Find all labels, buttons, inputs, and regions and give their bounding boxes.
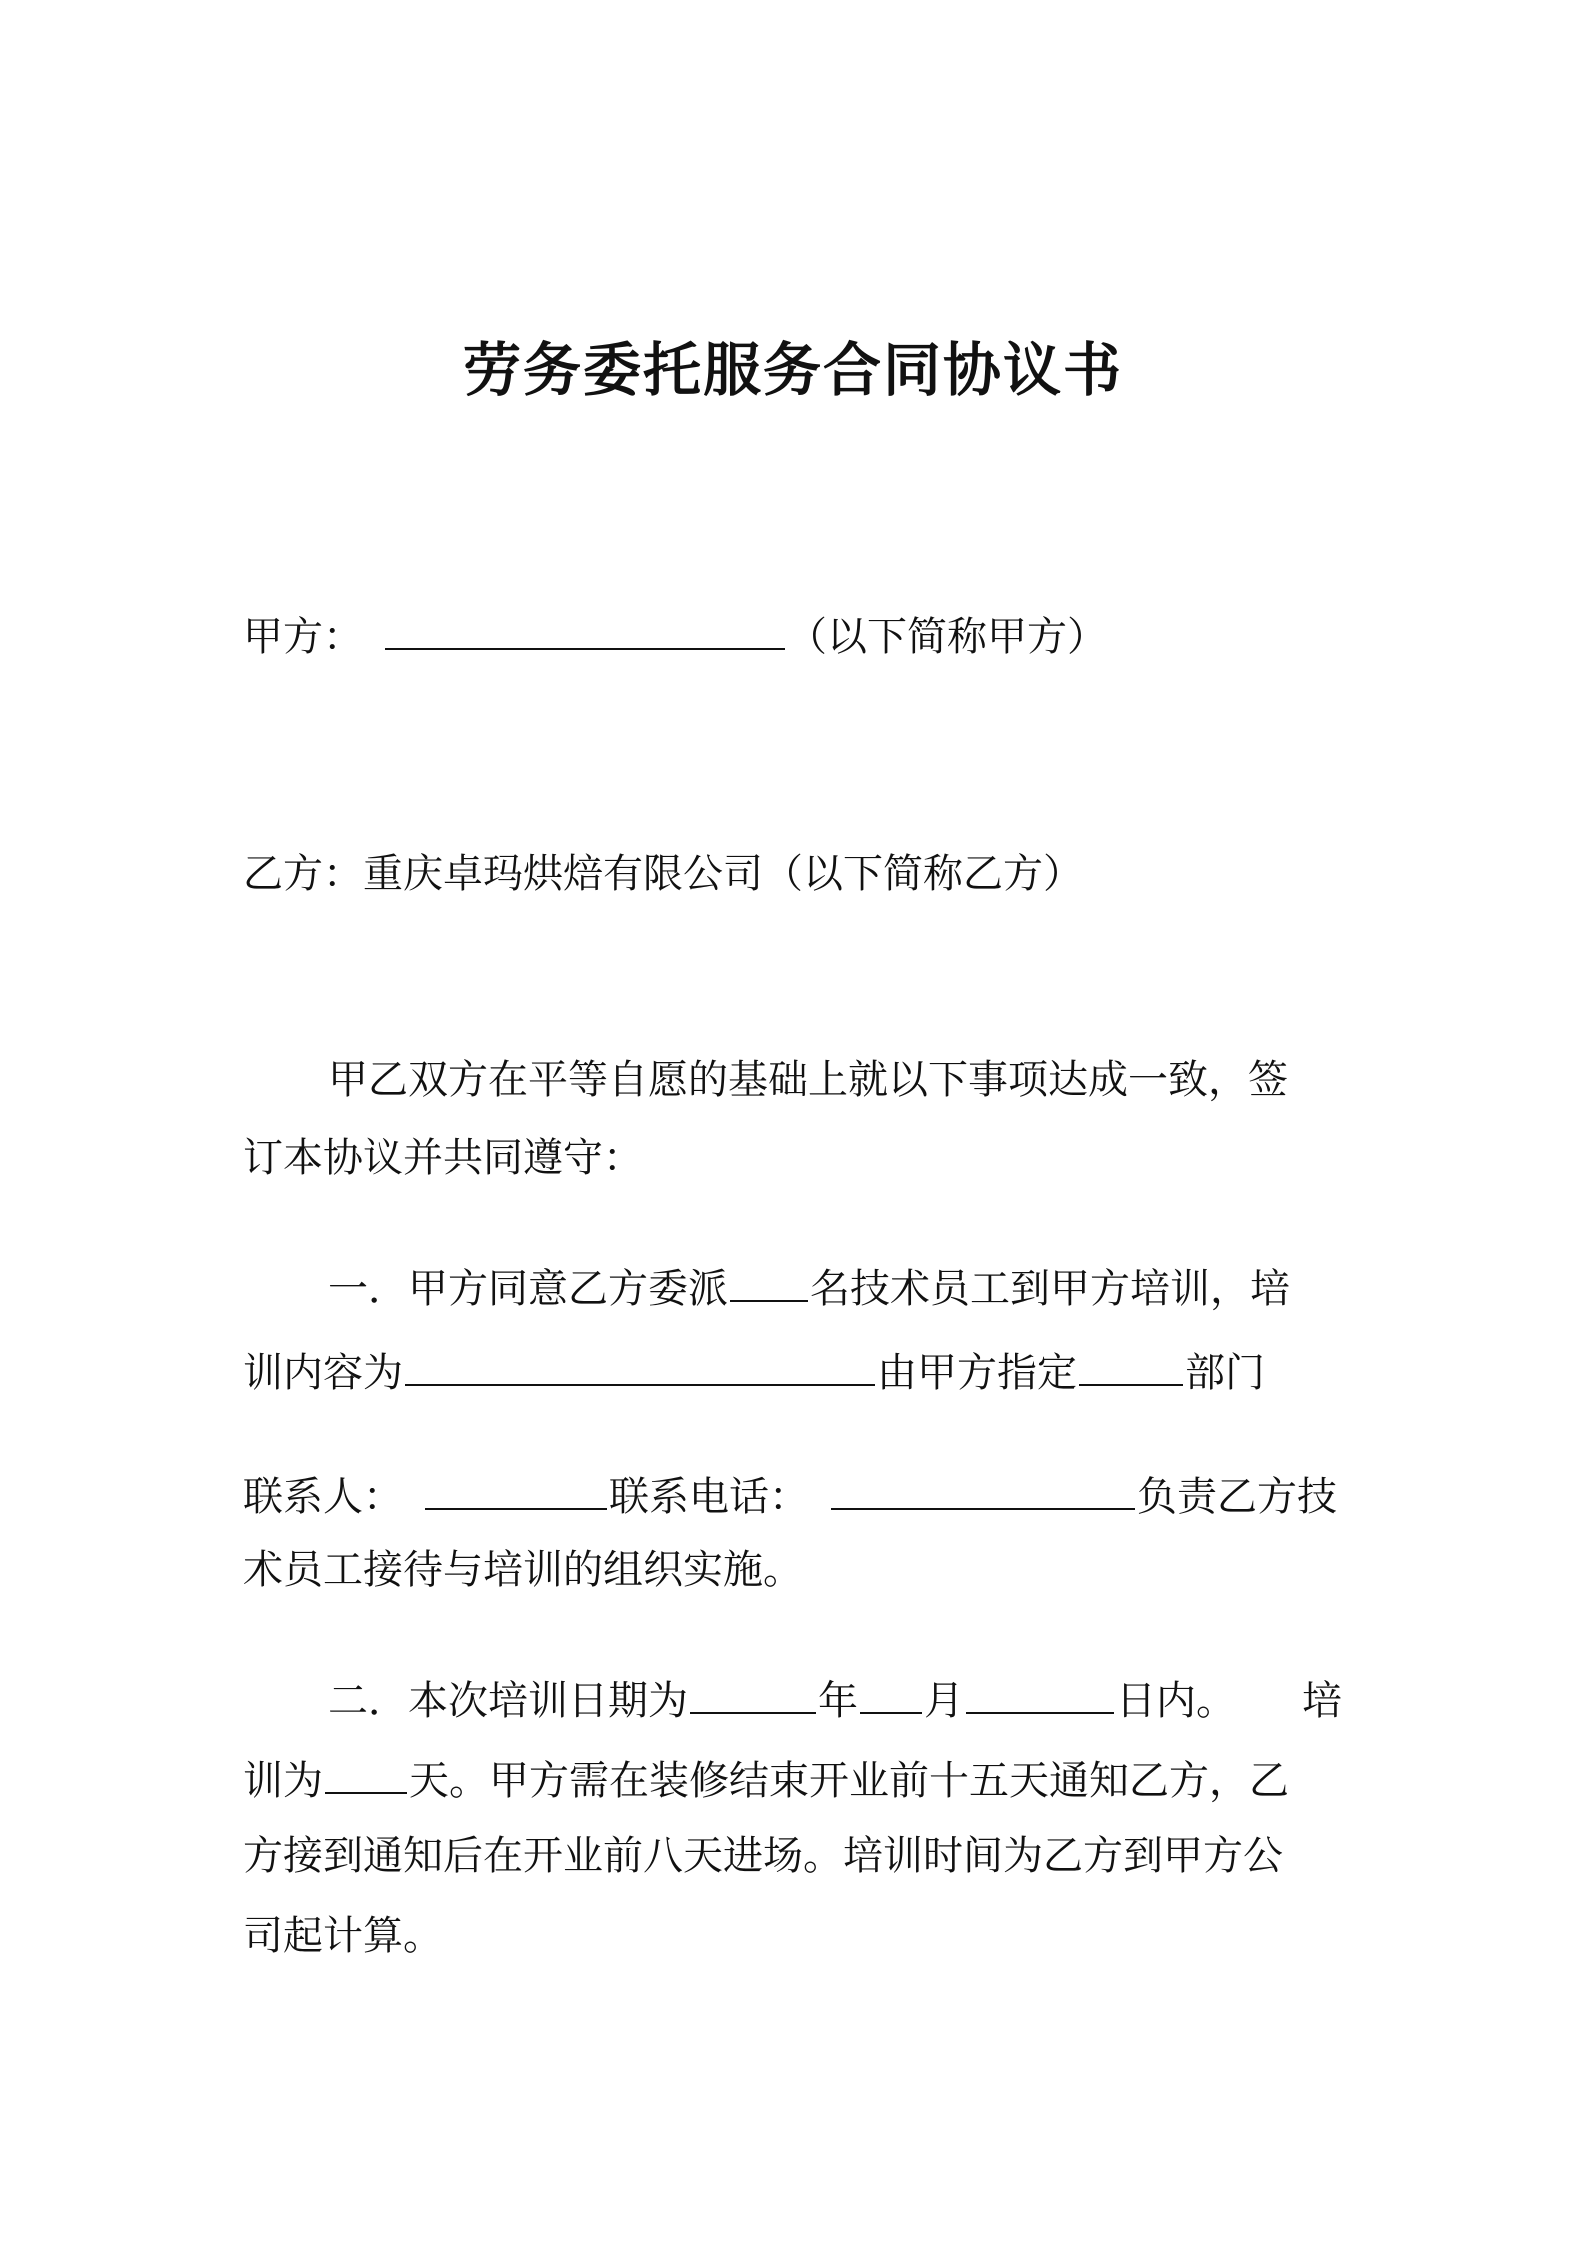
clause2-line-4: 司起计算。 [243,1913,443,1959]
contact-person-blank [425,1464,607,1510]
month-blank [860,1668,922,1714]
clause1-text-e: 部门 [1185,1350,1265,1396]
clause1-text-g: 联系电话： [609,1474,809,1520]
year-blank [690,1668,816,1714]
clause1-text-f: 联系人： [243,1474,403,1520]
contact-phone-blank [831,1464,1135,1510]
clause1-line-1 [328,1256,1290,1317]
party-a-name-blank [385,604,785,650]
party-b-line: 乙方：重庆卓玛烘焙有限公司（以下简称乙方） [243,851,1083,897]
clause1-text-c: 训内容为 [243,1350,403,1396]
clause2-text-f: 训为 [243,1758,323,1804]
clause2-text-g: 天。甲方需在装修结束开业前十五天通知乙方，乙 [409,1758,1289,1804]
party-a-suffix: （以下简称甲方） [787,614,1107,660]
clause1-text-a: 一．甲方同意乙方委派 [328,1266,728,1312]
party-a-label: 甲方： [243,614,363,660]
training-days-blank [325,1748,407,1794]
clause2-text-d: 日内。 [1116,1678,1236,1724]
clause2-text-e: 培 [1302,1678,1342,1724]
clause2-line-2 [243,1748,1289,1809]
clause1-text-b: 名技术员工到甲方培训，培 [810,1266,1290,1312]
staff-count-blank [730,1256,808,1302]
department-blank [1079,1340,1183,1386]
clause2-line-1 [328,1668,1342,1729]
clause1-line-2 [243,1340,1265,1401]
clause1-line-4: 术员工接待与培训的组织实施。 [243,1547,803,1593]
clause1-text-h: 负责乙方技 [1137,1474,1337,1520]
intro-line-1: 甲乙双方在平等自愿的基础上就以下事项达成一致，签 [328,1057,1288,1103]
party-a-line [243,604,1107,665]
clause2-line-3: 方接到通知后在开业前八天进场。培训时间为乙方到甲方公 [243,1833,1283,1879]
clause2-text-c: 月 [924,1678,964,1724]
clause1-line-3 [243,1464,1337,1525]
clause2-text-b: 年 [818,1678,858,1724]
training-content-blank [405,1340,875,1386]
clause1-text-d: 由甲方指定 [877,1350,1077,1396]
document-title: 劳务委托服务合同协议书 [462,336,1123,404]
clause2-text-a: 二．本次培训日期为 [328,1678,688,1724]
intro-line-2: 订本协议并共同遵守： [243,1135,643,1181]
day-blank [966,1668,1114,1714]
